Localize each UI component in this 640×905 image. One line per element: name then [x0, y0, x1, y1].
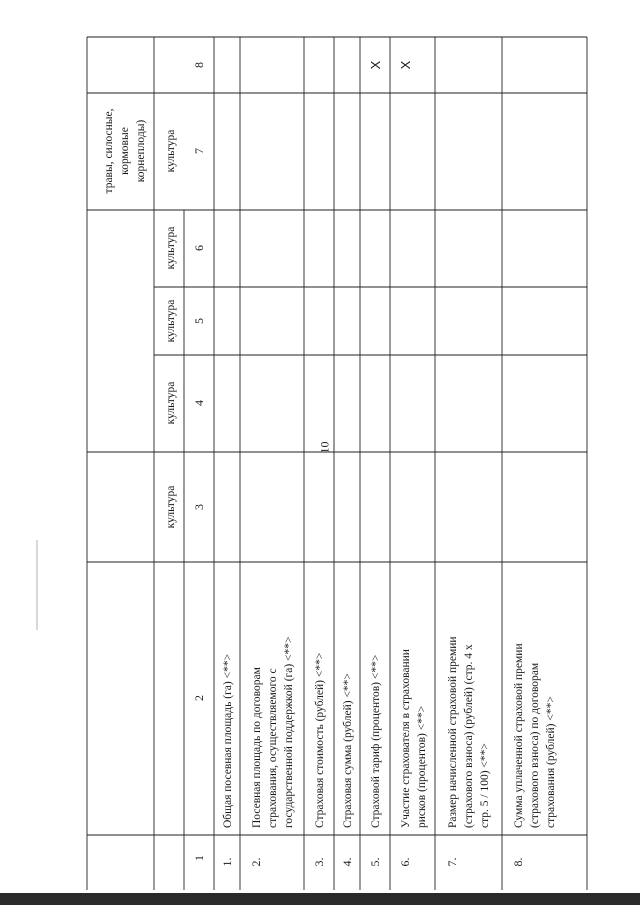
row-label-line: Посевная площадь по договорам — [251, 667, 263, 828]
header-crop-7: культура — [165, 129, 177, 173]
table-grid — [87, 37, 587, 890]
header-colnum-8: 8 — [192, 62, 206, 68]
page-number: 10 — [317, 441, 332, 454]
row-label-line: Страховая стоимость (рублей) <**> — [314, 652, 326, 828]
header-crop-5: культура — [165, 299, 177, 343]
header-crop-6: культура — [165, 226, 177, 270]
table-row — [445, 636, 491, 866]
table-row — [249, 636, 295, 866]
row-label-line: (страхового взноса) по договорам — [529, 662, 541, 828]
row-label-line: государственной поддержкой (га) <**> — [283, 636, 295, 828]
header-texts — [103, 62, 206, 861]
row-label-line: страхования (рублей) <**> — [545, 696, 557, 828]
row-number: 8. — [511, 857, 525, 867]
header-col-2: 2 — [192, 695, 206, 701]
row-number: 6. — [398, 857, 412, 867]
row-number: 5. — [368, 857, 382, 867]
row-number: 1. — [220, 857, 234, 867]
table-row — [511, 643, 557, 866]
header-colnum-3: 3 — [192, 504, 206, 510]
not-applicable-mark: X — [398, 60, 413, 70]
header-crop-4: культура — [165, 381, 177, 425]
row-number: 3. — [312, 857, 326, 867]
header-colnum-4: 4 — [192, 400, 206, 406]
row-label-line: Страховая сумма (рублей) <**> — [342, 673, 354, 828]
table-row — [398, 60, 428, 866]
row-label-line: стр. 5 / 100) <**> — [479, 743, 491, 828]
row-label-line: Общая посевная площадь (га) <**> — [222, 653, 234, 828]
table-row — [368, 60, 383, 866]
header-col7-title-line-3: корнеплоды) — [135, 119, 147, 183]
header-col7-title-line-2: кормовые — [119, 127, 131, 175]
header-crop-3: культура — [165, 485, 177, 529]
header-col-1: 1 — [192, 855, 206, 861]
row-label-line: (страхового взноса) (рублей) (стр. 4 x — [463, 644, 475, 828]
row-label-line: Участие страхователя в страховании — [400, 649, 412, 828]
table-row — [340, 673, 354, 866]
row-label-line: страхования, осуществляемого с — [267, 668, 279, 828]
row-label-line: рисков (процентов) <**> — [416, 705, 428, 828]
row-label-line: Страховой тариф (процентов) <**> — [370, 654, 382, 828]
header-colnum-5: 5 — [192, 318, 206, 324]
row-number: 4. — [340, 857, 354, 867]
row-number: 7. — [445, 857, 459, 867]
row-label-line: Сумма уплаченной страховой премии — [513, 643, 525, 828]
header-col7-title-line-1: травы, силосные, — [103, 108, 115, 194]
not-applicable-mark: X — [368, 60, 383, 70]
table-row — [312, 653, 326, 867]
header-colnum-7: 7 — [192, 148, 206, 154]
row-number: 2. — [249, 857, 263, 867]
header-colnum-6: 6 — [192, 245, 206, 251]
row-label-line: Размер начисленной страховой премии — [447, 636, 459, 828]
